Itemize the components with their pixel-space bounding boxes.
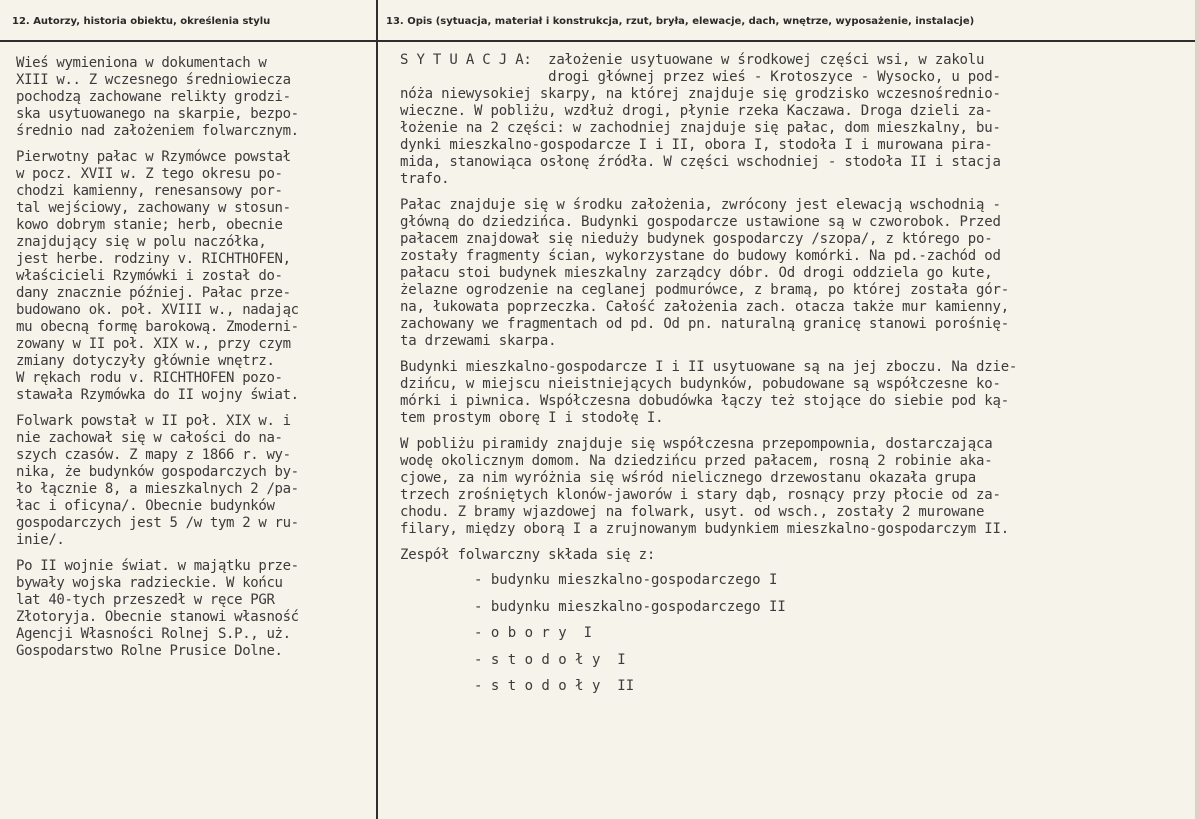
description-paragraph [400, 359, 1190, 427]
text-line: ta drzewami skarpa. [400, 333, 557, 349]
text-line: Pałac znajduje się w środku założenia, zwrócony jest elewacją wschodnią - [400, 197, 1001, 213]
text-line: łac i oficyna/. Obecnie budynków [16, 498, 275, 514]
text-line: wieczne. W pobliżu, wzdłuż drogi, płynie rzeka Kaczawa. Droga dzieli za- [400, 103, 993, 119]
complex-components-list [474, 572, 786, 705]
text-line: mida, stanowiąca osłonę źródła. W części wschodniej - stodoła II i stacja [400, 154, 1001, 170]
text-line: kowo dobrym stanie; herb, obecnie [16, 217, 283, 233]
list-item: - s t o d o ł y I [474, 651, 626, 668]
text-line: mórki i piwnica. Współczesna dobudówka łączy też stojące do siebie pod ką- [400, 393, 1009, 409]
text-line: filary, między oborą I a zrujnowanym budynkiem mieszkalno-gospodarczym II. [400, 521, 1009, 537]
history-paragraph [16, 55, 372, 140]
text-line: chodu. Z bramy wjazdowej na folwark, usyt. od wsch., zostały 2 murowane [400, 504, 985, 520]
text-line: jest herbe. rodziny v. RICHTHOFEN, [16, 251, 291, 267]
text-line: ło łącznie 8, a mieszkalnych 2 /pa- [16, 481, 299, 497]
history-paragraph [16, 558, 372, 660]
text-line: Budynki mieszkalno-gospodarcze I i II usytuowane są na jej zboczu. Na dzie- [400, 359, 1018, 375]
history-column [16, 55, 372, 669]
text-line: żelazne ogrodzenie na ceglanej podmurówce, z bramą, po której została gór- [400, 282, 1009, 298]
text-line: w pocz. XVII w. Z tego okresu po- [16, 166, 283, 182]
text-line: główną do dziedzińca. Budynki gospodarcze ustawione są w czworobok. Przed [400, 214, 1001, 230]
text-line: zachowany we fragmentach od pd. Od pn. naturalną granicę stanowi porośnię- [400, 316, 1009, 332]
text-line: zowany w II poł. XIX w., przy czym [16, 336, 291, 352]
text-line: na, łukowata poprzeczka. Całość założenia zach. otacza także mur kamienny, [400, 299, 1009, 315]
list-item: - budynku mieszkalno-gospodarczego II [474, 598, 786, 615]
text-line: łożenie na 2 części: w zachodniej znajduje się pałac, dom mieszkalny, bu- [400, 120, 1001, 136]
text-line: właścicieli Rzymówki i został do- [16, 268, 283, 284]
text-line: nika, że budynków gospodarczych by- [16, 464, 299, 480]
text-line: zostały fragmenty ścian, wykorzystane do budowy komórki. Na pd.-zachód od [400, 248, 1001, 264]
text-line: średnio nad założeniem folwarcznym. [16, 123, 299, 139]
card-edge [1195, 0, 1199, 819]
text-line: Wieś wymieniona w dokumentach w [16, 55, 267, 71]
text-line: Folwark powstał w II poł. XIX w. i [16, 413, 291, 429]
text-line: inie/. [16, 532, 65, 548]
column-divider [376, 0, 378, 819]
description-paragraph [400, 547, 1190, 564]
text-line: Złotoryja. Obecnie stanowi własność [16, 609, 299, 625]
text-line: Gospodarstwo Rolne Prusice Dolne. [16, 643, 283, 659]
list-item: - s t o d o ł y II [474, 678, 635, 694]
text-line: zmiany dotyczyły głównie wnętrz. [16, 353, 275, 369]
text-line: Agencji Własności Rolnej S.P., uż. [16, 626, 291, 642]
description-paragraph [400, 436, 1190, 538]
description-paragraph [400, 52, 1190, 188]
text-line: budowano ok. poł. XVIII w., nadając [16, 302, 299, 318]
header-divider [0, 40, 1199, 42]
text-line: cjowe, za nim wyróżnia się wśród nielicznego drzewostanu okazała grupa [400, 470, 977, 486]
description-column [400, 52, 1190, 573]
text-line: gospodarczych jest 5 /w tym 2 w ru- [16, 515, 299, 531]
description-paragraph [400, 197, 1190, 350]
text-line: nie zachował się w całości do na- [16, 430, 283, 446]
text-line: Po II wojnie świat. w majątku prze- [16, 558, 299, 574]
list-item: - budynku mieszkalno-gospodarczego I [474, 572, 778, 588]
text-line: Pierwotny pałac w Rzymówce powstał [16, 149, 291, 165]
text-line: znajdujący się w polu naczółka, [16, 234, 267, 250]
text-line: chodzi kamienny, renesansowy por- [16, 183, 283, 199]
text-line: mu obecną formę barokową. Zmoderni- [16, 319, 299, 335]
text-line: stawała Rzymówka do II wojny świat. [16, 387, 299, 403]
text-line: pałacem znajdował się nieduży budynek gospodarczy /szopa/, z którego po- [400, 231, 993, 247]
text-line: szych czasów. Z mapy z 1866 r. wy- [16, 447, 291, 463]
text-line: W rękach rodu v. RICHTHOFEN pozo- [16, 370, 283, 386]
history-paragraph [16, 413, 372, 549]
text-line: bywały wojska radzieckie. W końcu [16, 575, 283, 591]
list-item: - o b o r y I [474, 625, 593, 641]
text-line: dzińcu, w miejscu nieistniejących budynków, pobudowane są współczesne ko- [400, 376, 1001, 392]
text-line: lat 40-tych przeszedł w ręce PGR [16, 592, 275, 608]
text-line: Zespół folwarczny składa się z: [400, 547, 656, 563]
text-line: tal wejściowy, zachowany w stosun- [16, 200, 291, 216]
text-line: trzech zrośniętych klonów-jaworów i stary dąb, rosnący przy płocie od za- [400, 487, 1001, 503]
text-line: nóża niewysokiej skarpy, na której znajduje się grodzisko wczesnośrednio- [400, 86, 1001, 102]
text-line: dynki mieszkalno-gospodarcze I i II, obora I, stodoła I i murowana pira- [400, 137, 993, 153]
section-13-heading: 13. Opis (sytuacja, materiał i konstrukcja, rzut, bryła, elewacje, dach, wnętrze, wyposażenie, instalacje) [386, 16, 975, 27]
text-line: pałacu stoi budynek mieszkalny zarządcy dóbr. Od drogi oddziela go kute, [400, 265, 993, 281]
text-line: pochodzą zachowane relikty grodzi- [16, 89, 291, 105]
history-paragraph [16, 149, 372, 404]
text-line: wodę okolicznym domom. Na dziedzińcu przed pałacem, rosną 2 robinie aka- [400, 453, 993, 469]
text-line: dany znacznie później. Pałac prze- [16, 285, 291, 301]
text-line: XIII w.. Z wczesnego średniowiecza [16, 72, 291, 88]
text-line: S Y T U A C J A: założenie usytuowane w środkowej części wsi, w zakolu [400, 52, 985, 68]
text-line: W pobliżu piramidy znajduje się współczesna przepompownia, dostarczająca [400, 436, 993, 452]
text-line: ska usytuowanego na skarpie, bezpo- [16, 106, 299, 122]
text-line: tem prostym oborę I i stodołę I. [400, 410, 664, 426]
text-line: drogi głównej przez wieś - Krotoszyce - Wysocko, u pod- [400, 69, 1001, 85]
section-12-heading: 12. Autorzy, historia obiektu, określenia stylu [12, 16, 271, 27]
text-line: trafo. [400, 171, 450, 187]
